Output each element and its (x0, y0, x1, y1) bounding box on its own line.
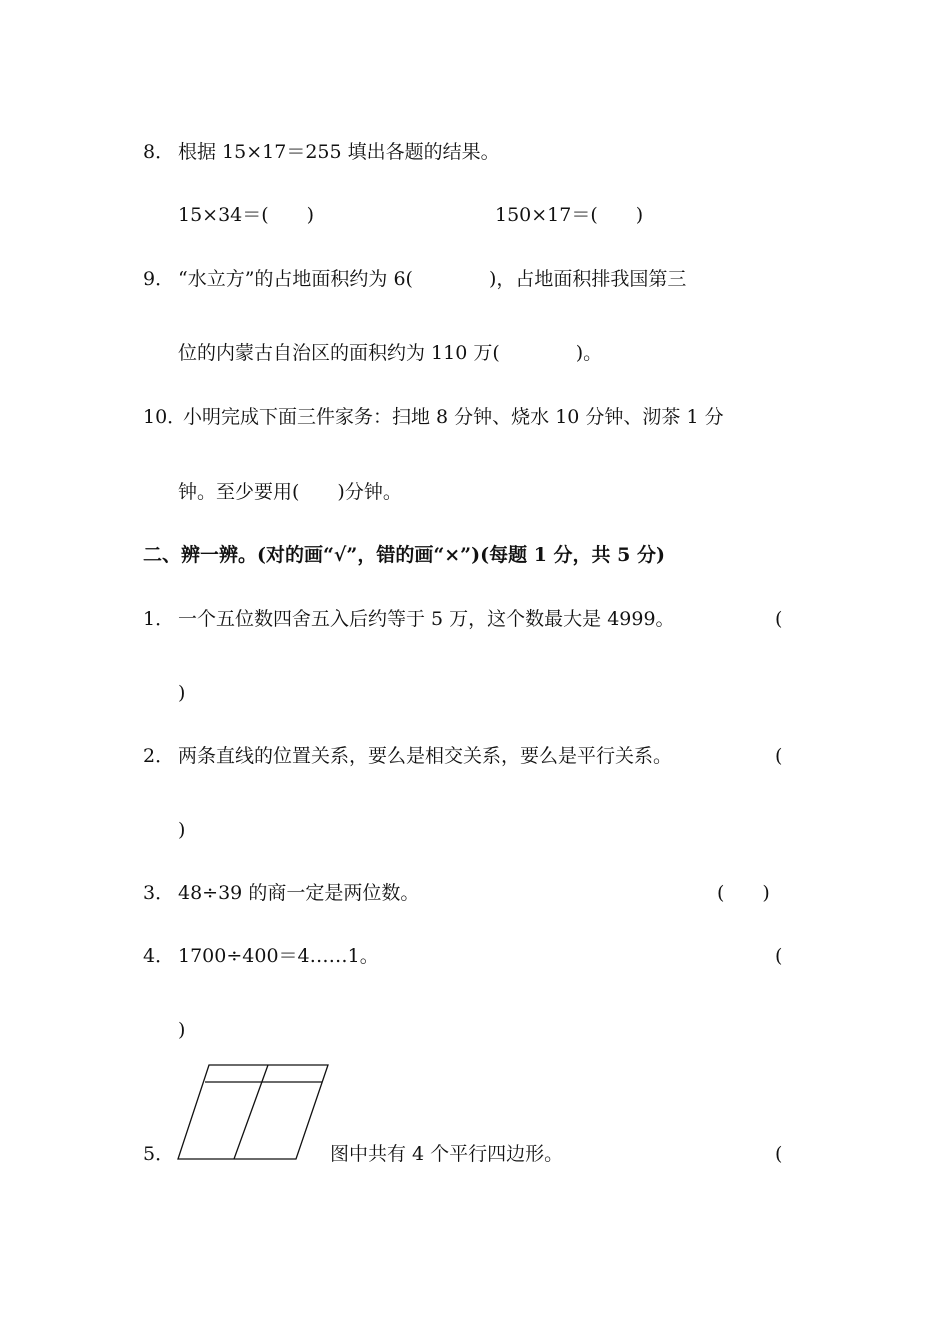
item3-paren[interactable]: ( ) (717, 882, 770, 904)
outer-parallelogram (178, 1065, 328, 1159)
item2-text: 两条直线的位置关系，要么是相交关系，要么是平行关系。 (178, 745, 673, 767)
q9-number: 9． (143, 268, 175, 290)
q10-number: 10． (143, 406, 187, 428)
item1-number: 1． (143, 608, 175, 630)
q8-number: 8． (143, 141, 175, 163)
item2-paren-open[interactable]: ( (775, 745, 783, 767)
item3-number: 3． (143, 882, 175, 904)
q9-text-line2: 位的内蒙古自治区的面积约为 110 万( )。 (178, 342, 603, 364)
parallelogram-figure (170, 1060, 340, 1170)
item4-paren-close[interactable]: ) (178, 1019, 186, 1041)
q10-text-line1: 小明完成下面三件家务：扫地 8 分钟、烧水 10 分钟、沏茶 1 分 (183, 406, 724, 428)
divider-line (234, 1065, 268, 1159)
item3-text: 48÷39 的商一定是两位数。 (178, 882, 420, 904)
item1-paren-open[interactable]: ( (775, 608, 783, 630)
section2-title: 二、辨一辨。(对的画“√”，错的画“×”)(每题 1 分，共 5 分) (143, 544, 665, 566)
item4-number: 4． (143, 945, 175, 967)
item4-text: 1700÷400＝4……1。 (178, 945, 379, 967)
q9-text-line1: “水立方”的占地面积约为 6( )，占地面积排我国第三 (178, 268, 687, 290)
q8-text: 根据 15×17＝255 填出各题的结果。 (178, 141, 500, 163)
q8-answer-b[interactable]: 150×17＝( ) (495, 204, 644, 226)
q10-text-line2: 钟。至少要用( )分钟。 (178, 481, 402, 503)
item2-number: 2． (143, 745, 175, 767)
item4-paren-open[interactable]: ( (775, 945, 783, 967)
item5-text: 图中共有 4 个平行四边形。 (330, 1143, 564, 1165)
item1-text: 一个五位数四舍五入后约等于 5 万，这个数最大是 4999。 (178, 608, 675, 630)
q8-answer-a[interactable]: 15×34＝( ) (178, 204, 315, 226)
item5-number: 5． (143, 1143, 175, 1165)
item1-paren-close[interactable]: ) (178, 682, 186, 704)
item2-paren-close[interactable]: ) (178, 819, 186, 841)
item5-paren-open[interactable]: ( (775, 1143, 783, 1165)
